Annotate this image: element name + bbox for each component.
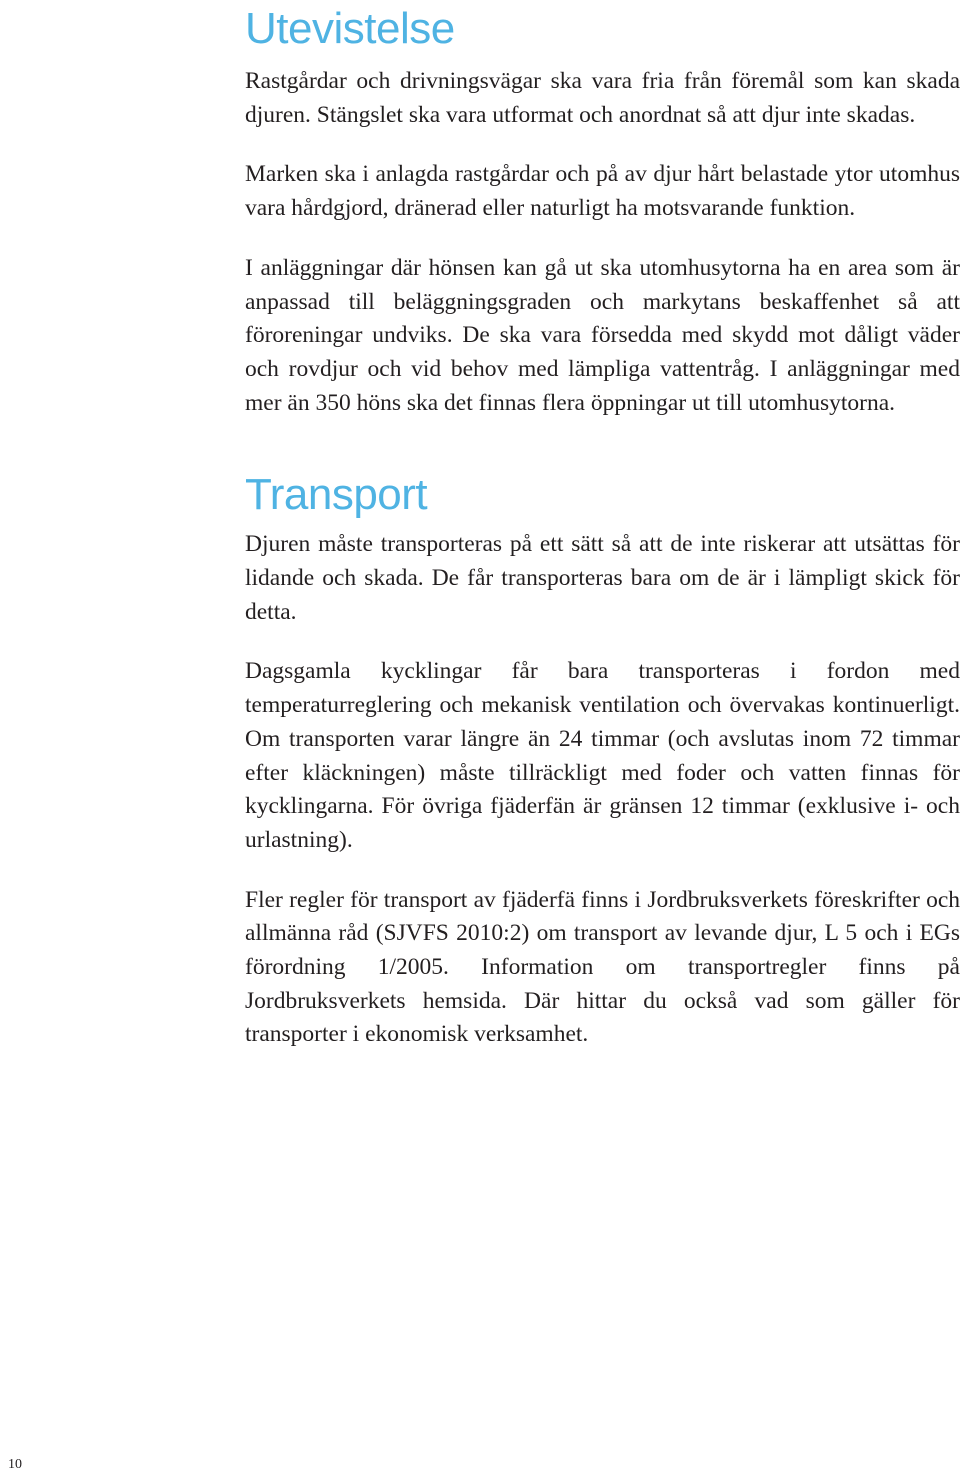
page-number: 10 (8, 1457, 22, 1472)
section-heading-utevistelse: Utevistelse (245, 4, 455, 53)
paragraph-fler-regler: Fler regler för transport av fjäderfä finns i Jordbruksverkets föreskrifter och allmänna råd (SJVFS 2010:2) om transport av levande djur, L 5 och i EGs förordning 1/2005. Information om transportregler finns på Jordbruksverkets hemsida. Där hittar du också vad som gäller för transporter i ekonomisk verksamhet. (245, 886, 960, 1048)
paragraph-rastgardar: Rastgårdar och drivningsvägar ska vara fria från föremål som kan skada djuren. Stängslet ska vara utformat och anordnat så att djur inte skadas. (245, 68, 960, 128)
paragraph-anlaggningar: I anläggningar där hönsen kan gå ut ska utomhusytorna ha en area som är anpassad till beläggningsgraden och markytans beskaffenhet så att föroreningar undviks. De ska vara försedda med skydd mot dåligt väder och rovdjur och vid behov med lämpliga vattentråg. I anläggningar med mer än 350 höns ska det finnas flera öppningar ut till utomhusytorna. (245, 254, 960, 416)
page-content (245, 0, 960, 1052)
paragraph-dagsgamla: Dagsgamla kycklingar får bara transporteras i fordon med temperaturreglering och mekanisk ventilation och övervakas kontinuerligt. Om transporten varar längre än 24 timmar (och avslutas inom 72 timmar efter kläckningen) måste tillräckligt med foder och vatten finnas för kycklingarna. För övriga fjäderfän är gränsen 12 timmar (exklusive i- och urlastning). (245, 658, 960, 853)
section-heading-transport: Transport (245, 470, 428, 520)
paragraph-djuren: Djuren måste transporteras på ett sätt så att de inte riskerar att utsättas för lidande och skada. De får transporteras bara om de är i lämpligt skick för detta. (245, 531, 960, 625)
paragraph-marken: Marken ska i anlagda rastgårdar och på av djur hårt belastade ytor utomhus vara hårdgjord, dränerad eller naturligt ha motsvarande funktion. (245, 161, 960, 222)
